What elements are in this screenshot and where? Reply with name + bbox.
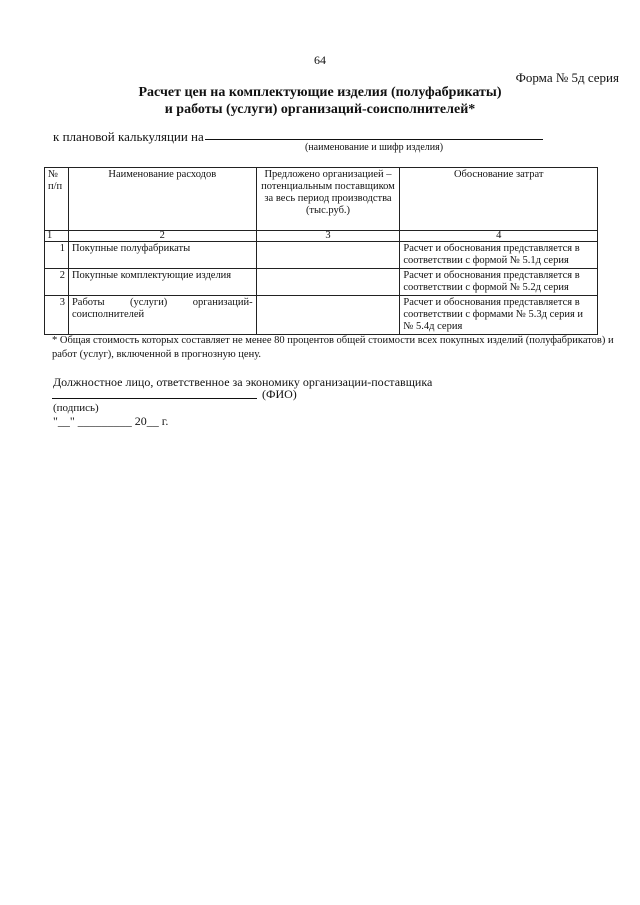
form-label: Форма № 5д серия	[515, 70, 619, 85]
header-name: Наименование расходов	[68, 168, 256, 231]
date-line: "__" _________ 20__ г.	[53, 414, 169, 428]
row-name-line-1: Работы (услуги) организаций-	[71, 297, 253, 308]
footnote: * Общая стоимость которых составляет не менее 80 процентов общей стоимости всех покупных изделий (полуфабрикатов) и работ (услуг), включенной в прогнозную цену.	[52, 335, 614, 360]
row-num: 3	[45, 296, 69, 335]
row-justification: Расчет и обоснования представляется в соответствии с формами № 5.3д серия и № 5.4д серия	[400, 296, 598, 335]
row-proposed	[256, 269, 400, 296]
header-num: № п/п	[45, 168, 69, 231]
row-justification: Расчет и обоснования представляется в соответствии с формой № 5.1д серия	[400, 242, 598, 269]
row-justification: Расчет и обоснования представляется в соответствии с формой № 5.2д серия	[400, 269, 598, 296]
document-title	[0, 84, 640, 118]
title-line-2: и работы (услуги) организаций-соисполнителей*	[164, 102, 476, 117]
signature-fill-line	[52, 398, 257, 399]
calc-caption: (наименование и шифр изделия)	[304, 142, 444, 153]
row-proposed	[256, 296, 400, 335]
row-name-line-2: соисполнителей	[71, 309, 145, 320]
header-justification: Обоснование затрат	[400, 168, 598, 231]
col-number: 4	[400, 231, 598, 242]
official-label: Должностное лицо, ответственное за экономику организации-поставщика	[53, 375, 433, 389]
cost-table	[44, 167, 598, 335]
col-number: 2	[68, 231, 256, 242]
row-name	[68, 296, 256, 335]
col-number: 3	[256, 231, 400, 242]
row-proposed	[256, 242, 400, 269]
col-number: 1	[45, 231, 69, 242]
header-proposed: Предложено организацией – потенциальным поставщиком за весь период производства (тыс.руб.)	[256, 168, 400, 231]
row-name: Покупные комплектующие изделия	[68, 269, 256, 296]
fio-label: (ФИО)	[262, 387, 297, 401]
row-num: 1	[45, 242, 69, 269]
table-row	[45, 269, 598, 296]
row-name: Покупные полуфабрикаты	[68, 242, 256, 269]
table-header-row	[45, 168, 598, 231]
page-number: 64	[314, 53, 326, 67]
table-row	[45, 242, 598, 269]
calc-fill-line	[205, 139, 543, 140]
calc-label: к плановой калькуляции на	[53, 129, 204, 144]
column-number-row	[45, 231, 598, 242]
row-num: 2	[45, 269, 69, 296]
title-line-1: Расчет цен на комплектующие изделия (полуфабрикаты)	[138, 85, 502, 100]
table-row	[45, 296, 598, 335]
signature-caption: (подпись)	[53, 402, 99, 414]
